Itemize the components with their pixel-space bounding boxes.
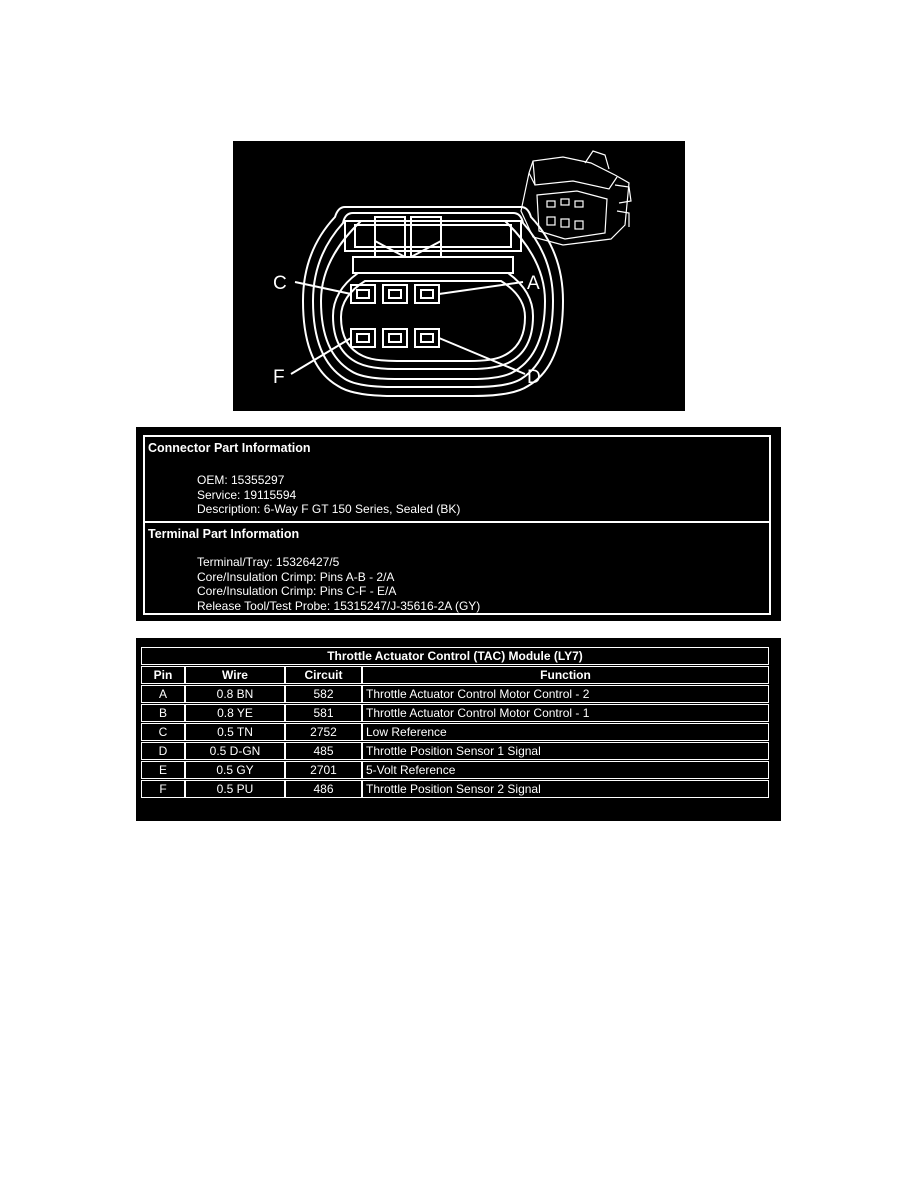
- cell-pin: F: [141, 780, 185, 798]
- cell-circuit: 2701: [285, 761, 362, 779]
- leader-f: [291, 338, 351, 374]
- cell-pin: D: [141, 742, 185, 760]
- connector-part-heading: Connector Part Information: [148, 441, 311, 455]
- cell-circuit: 581: [285, 704, 362, 722]
- part-information-panel: [136, 427, 781, 621]
- connector-isometric-icon: [521, 151, 631, 245]
- cell-wire: 0.8 YE: [185, 704, 285, 722]
- cell-pin: E: [141, 761, 185, 779]
- connector-face-drawing: [233, 141, 685, 411]
- col-header-circuit: Circuit: [285, 666, 362, 684]
- table-row: [141, 742, 769, 760]
- pin-table-title-row: [141, 647, 769, 665]
- connector-part-lines: [197, 473, 460, 517]
- connector-oem: OEM: 15355297: [197, 473, 285, 487]
- table-row: [141, 780, 769, 798]
- cell-function: Throttle Position Sensor 2 Signal: [362, 780, 769, 798]
- col-header-wire: Wire: [185, 666, 285, 684]
- cell-pin: C: [141, 723, 185, 741]
- cell-function: Throttle Actuator Control Motor Control - 2: [362, 685, 769, 703]
- cell-wire: 0.8 BN: [185, 685, 285, 703]
- pin-label-f: F: [273, 367, 285, 388]
- cell-function: Low Reference: [362, 723, 769, 741]
- cell-circuit: 582: [285, 685, 362, 703]
- cell-wire: 0.5 PU: [185, 780, 285, 798]
- cell-circuit: 2752: [285, 723, 362, 741]
- crimp-pins-c-f: Core/Insulation Crimp: Pins C-F - E/A: [197, 584, 397, 599]
- cell-function: Throttle Actuator Control Motor Control - 1: [362, 704, 769, 722]
- terminal-part-section: [145, 521, 769, 613]
- connector-service: Service: 19115594: [197, 487, 297, 502]
- pin-label-d: D: [527, 367, 541, 388]
- cell-function: Throttle Position Sensor 1 Signal: [362, 742, 769, 760]
- housing-outline: [303, 207, 563, 396]
- pin-label-a: A: [527, 273, 540, 294]
- col-header-pin: Pin: [141, 666, 185, 684]
- cell-wire: 0.5 D-GN: [185, 742, 285, 760]
- table-row: [141, 761, 769, 779]
- pin-table-header-row: [141, 666, 769, 684]
- cell-circuit: 486: [285, 780, 362, 798]
- pin-label-c: C: [273, 273, 287, 294]
- cell-function: 5-Volt Reference: [362, 761, 769, 779]
- pin-table-title: Throttle Actuator Control (TAC) Module (LY7): [141, 647, 769, 665]
- cell-pin: B: [141, 704, 185, 722]
- connector-diagram: [233, 141, 685, 411]
- terminal-part-lines: [197, 555, 480, 613]
- cell-circuit: 485: [285, 742, 362, 760]
- col-header-function: Function: [362, 666, 769, 684]
- table-row: [141, 704, 769, 722]
- connector-part-section: [145, 437, 769, 519]
- terminal-part-heading: Terminal Part Information: [148, 527, 300, 541]
- connector-description: Description: 6-Way F GT 150 Series, Sealed (BK): [197, 502, 461, 517]
- terminal-tray: Terminal/Tray: 15326427/5: [197, 555, 340, 569]
- table-row: [141, 723, 769, 741]
- cell-pin: A: [141, 685, 185, 703]
- cell-wire: 0.5 GY: [185, 761, 285, 779]
- pin-table: [141, 646, 769, 799]
- pin-table-panel: [136, 638, 781, 821]
- crimp-pins-a-b: Core/Insulation Crimp: Pins A-B - 2/A: [197, 569, 395, 584]
- table-row: [141, 685, 769, 703]
- release-tool: Release Tool/Test Probe: 15315247/J-35616-2A (GY): [197, 598, 481, 613]
- cell-wire: 0.5 TN: [185, 723, 285, 741]
- part-information-frame: [143, 435, 771, 615]
